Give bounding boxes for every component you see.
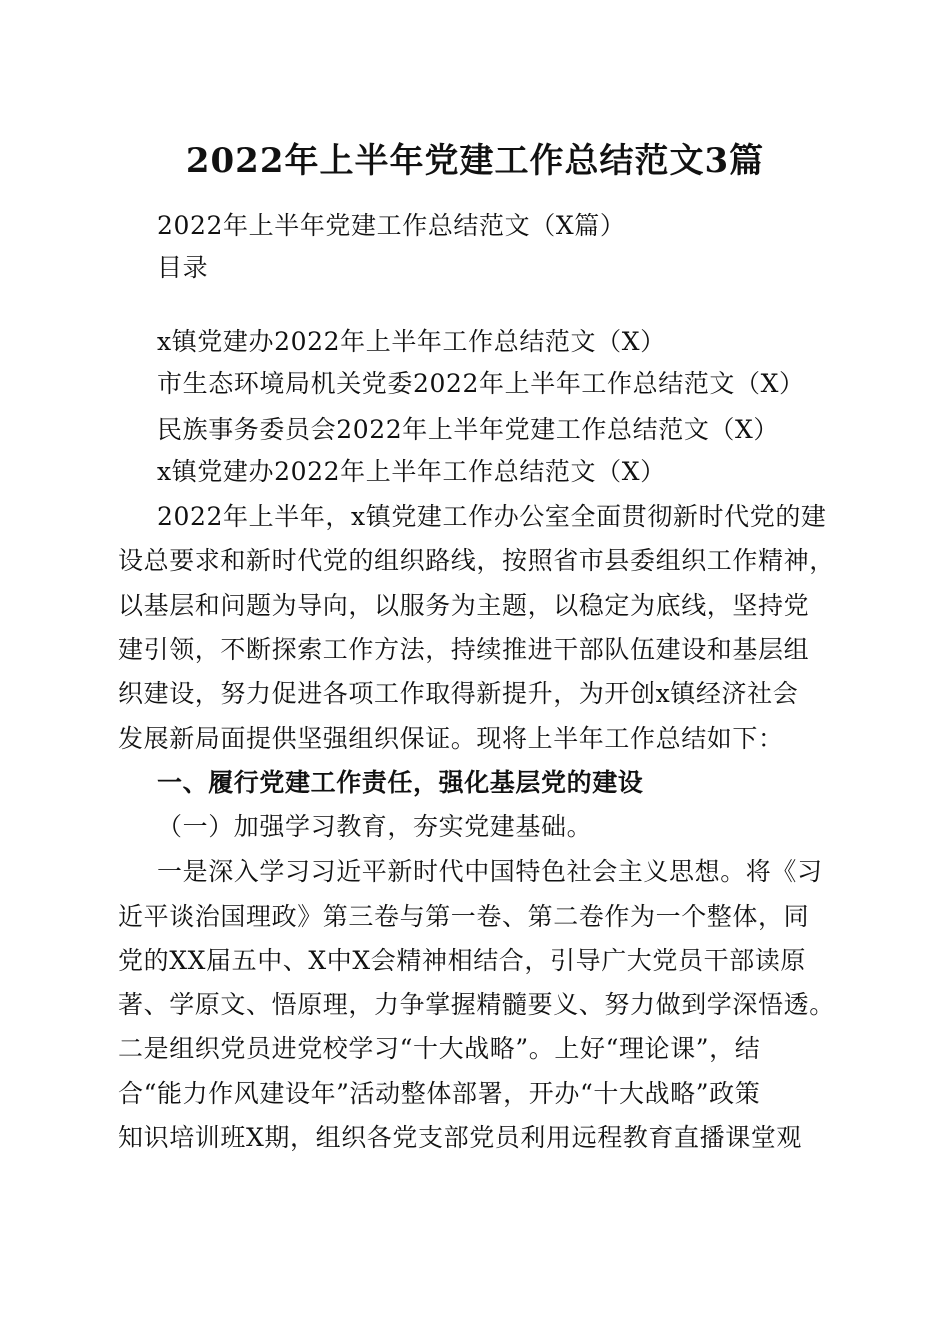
article-title: x镇党建办2022年上半年工作总结范文（X） bbox=[157, 457, 666, 486]
intro-line: 2022年上半年，x镇党建工作办公室全面贯彻新时代党的建 bbox=[157, 502, 827, 531]
body-line: 党的XX届五中、X中X会精神相结合，引导广大党员干部读原 bbox=[118, 946, 806, 975]
body-line: 知识培训班X期，组织各党支部党员利用远程教育直播课堂观 bbox=[118, 1123, 802, 1152]
intro-line: 建引领，不断探索工作方法，持续推进干部队伍建设和基层组 bbox=[118, 635, 810, 664]
body-line: 合“能力作风建设年”活动整体部署，开办“十大战略”政策 bbox=[118, 1079, 761, 1108]
document-title: 2022年上半年党建工作总结范文3篇 bbox=[185, 141, 765, 181]
intro-line: 发展新局面提供坚强组织保证。现将上半年工作总结如下： bbox=[118, 724, 784, 753]
body-line: 近平谈治国理政》第三卷与第一卷、第二卷作为一个整体，同 bbox=[118, 902, 810, 931]
toc-item[interactable]: x镇党建办2022年上半年工作总结范文（X） bbox=[157, 327, 666, 356]
toc-heading: 目录 bbox=[157, 253, 209, 282]
toc-subtitle: 2022年上半年党建工作总结范文（X篇） bbox=[157, 211, 626, 240]
body-line: 著、学原文、悟原理，力争掌握精髓要义、努力做到学深悟透。 bbox=[118, 990, 835, 1019]
body-line: 二是组织党员进党校学习“十大战略”。上好“理论课”，结 bbox=[118, 1034, 761, 1063]
intro-line: 以基层和问题为导向，以服务为主题，以稳定为底线，坚持党 bbox=[118, 591, 810, 620]
intro-line: 织建设，努力促进各项工作取得新提升，为开创x镇经济社会 bbox=[118, 679, 799, 708]
toc-item[interactable]: 民族事务委员会2022年上半年党建工作总结范文（X） bbox=[157, 415, 780, 444]
intro-line: 设总要求和新时代党的组织路线，按照省市县委组织工作精神， bbox=[118, 546, 835, 575]
section-heading: 一、履行党建工作责任，强化基层党的建设 bbox=[157, 768, 644, 797]
toc-item[interactable]: 市生态环境局机关党委2022年上半年工作总结范文（X） bbox=[157, 369, 805, 398]
body-line: 一是深入学习习近平新时代中国特色社会主义思想。将《习 bbox=[157, 857, 823, 886]
subsection-heading: （一）加强学习教育，夯实党建基础。 bbox=[157, 812, 593, 841]
